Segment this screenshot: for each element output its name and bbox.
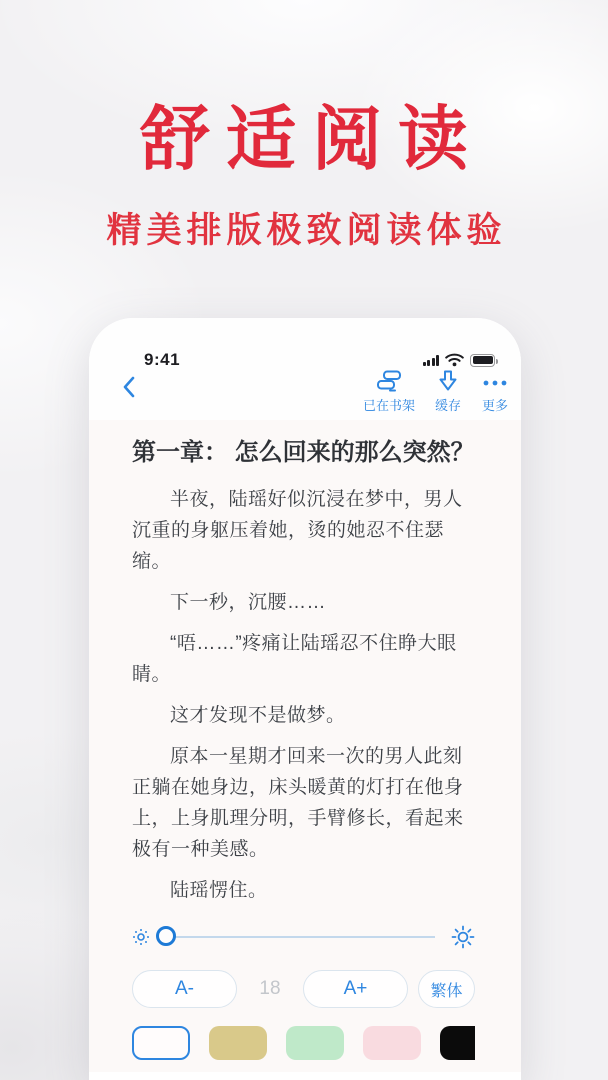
download-icon bbox=[438, 370, 458, 392]
body-paragraph: 下一秒，沉腰…… bbox=[170, 592, 327, 613]
chevron-left-icon bbox=[122, 375, 136, 399]
chapter-title: 第一章： 怎么回来的那么突然？ bbox=[132, 439, 475, 466]
status-icons bbox=[423, 353, 496, 367]
body-paragraph: 这才发现不是做梦。 bbox=[170, 705, 346, 726]
more-label: 更多 bbox=[481, 398, 508, 413]
brightness-slider-row bbox=[132, 922, 475, 952]
theme-swatch-black[interactable] bbox=[440, 1026, 475, 1060]
theme-swatch-white[interactable] bbox=[132, 1026, 190, 1060]
back-button[interactable] bbox=[122, 375, 136, 414]
body-paragraph: 原本一星期才回来一次的男人此刻正躺在她身边，床头暖黄的灯打在他身上，上身肌理分明，手臂修长，看起来极有一种美感。 bbox=[132, 746, 464, 860]
cellular-signal-icon bbox=[423, 355, 440, 366]
reader-nav-bar bbox=[89, 372, 521, 420]
wifi-icon bbox=[445, 353, 464, 367]
phone-mockup bbox=[89, 318, 521, 1080]
theme-swatch-green[interactable] bbox=[286, 1026, 344, 1060]
body-paragraph: 半夜，陆瑶好似沉浸在梦中，男人沉重的身躯压着她，烫的她忍不住瑟缩。 bbox=[132, 489, 463, 572]
font-increase-button[interactable]: A+ bbox=[303, 970, 408, 1008]
battery-icon bbox=[470, 354, 495, 367]
hero-subtitle: 精美排版极致阅读体验 bbox=[106, 211, 507, 250]
on-bookshelf-label: 已在书架 bbox=[362, 398, 415, 413]
reading-panel bbox=[89, 420, 521, 1072]
status-time: 9:41 bbox=[144, 350, 181, 369]
bookshelf-icon bbox=[376, 370, 402, 392]
theme-swatch-pink[interactable] bbox=[363, 1026, 421, 1060]
body-paragraph: 陆瑶愣住。 bbox=[170, 880, 268, 901]
font-size-value: 18 bbox=[259, 978, 281, 999]
hero-section bbox=[0, 0, 608, 253]
more-button[interactable] bbox=[481, 370, 509, 414]
status-bar bbox=[89, 318, 521, 372]
font-decrease-button[interactable]: A- bbox=[132, 970, 237, 1008]
cache-label: 缓存 bbox=[434, 398, 461, 413]
font-size-row bbox=[132, 970, 475, 1008]
theme-swatch-row bbox=[132, 1026, 475, 1060]
screen-top bbox=[89, 318, 521, 420]
traditional-toggle-button[interactable]: 繁体 bbox=[418, 970, 475, 1008]
brightness-slider-thumb[interactable] bbox=[156, 926, 176, 946]
cache-button[interactable] bbox=[435, 370, 461, 414]
sun-bright-icon bbox=[451, 925, 475, 949]
on-bookshelf-button[interactable] bbox=[363, 370, 415, 414]
sun-dim-icon bbox=[132, 928, 150, 946]
hero-title: 舒适阅读 bbox=[140, 97, 484, 180]
nav-actions bbox=[363, 370, 509, 414]
theme-swatch-tan[interactable] bbox=[209, 1026, 267, 1060]
brightness-slider[interactable] bbox=[166, 936, 435, 938]
body-paragraph: “唔……”疼痛让陆瑶忍不住睁大眼睛。 bbox=[132, 633, 457, 685]
more-icon bbox=[481, 370, 509, 392]
